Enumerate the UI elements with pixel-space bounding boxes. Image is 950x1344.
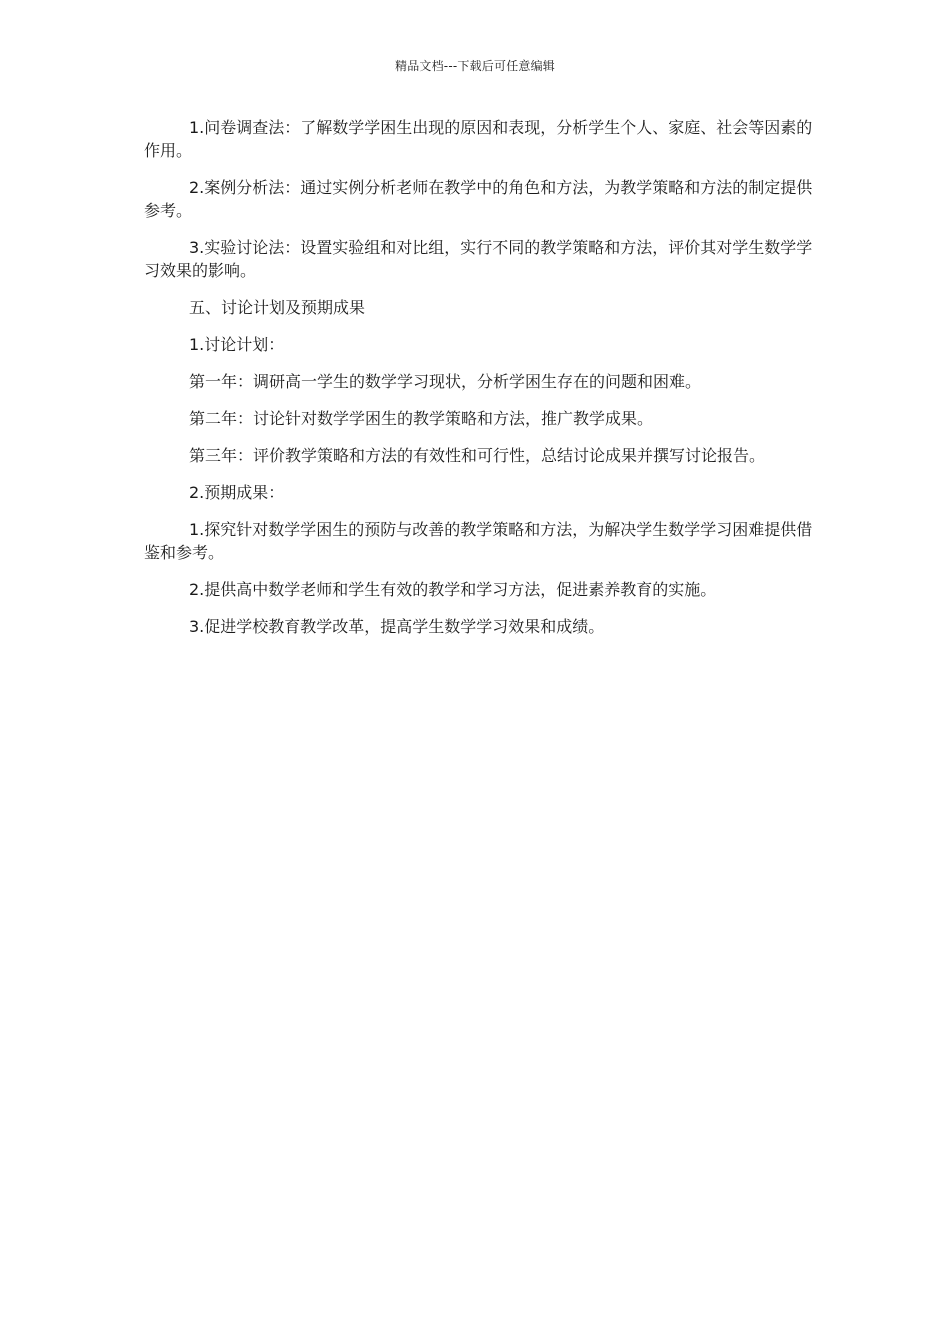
subheading-plan: 1.讨论计划：: [189, 335, 285, 354]
document-body: [144, 116, 816, 652]
method-experiment: 3.实验讨论法：设置实验组和对比组，实行不同的教学策略和方法，评价其对学生数学学习效果的影响。: [144, 238, 813, 280]
plan-year-two: 第二年：讨论针对数学学困生的教学策略和方法，推广教学成果。: [189, 409, 654, 428]
outcome-one: 1.探究针对数学学困生的预防与改善的教学策略和方法，为解决学生数学学习困难提供借鉴和参考。: [144, 520, 813, 562]
method-questionnaire: 1.问卷调查法：了解数学学困生出现的原因和表现，分析学生个人、家庭、社会等因素的作用。: [144, 118, 813, 160]
subheading-outcomes: 2.预期成果：: [189, 483, 285, 502]
plan-year-three: 第三年：评价教学策略和方法的有效性和可行性，总结讨论成果并撰写讨论报告。: [189, 446, 766, 465]
plan-year-one: 第一年：调研高一学生的数学学习现状，分析学困生存在的问题和困难。: [189, 372, 702, 391]
method-case-analysis: 2.案例分析法：通过实例分析老师在教学中的角色和方法，为教学策略和方法的制定提供参考。: [144, 178, 813, 220]
outcome-three: 3.促进学校教育教学改革，提高学生数学学习效果和成绩。: [189, 617, 605, 636]
outcome-two: 2.提供高中数学老师和学生有效的教学和学习方法，促进素养教育的实施。: [189, 580, 717, 599]
page-header: 精品文档---下载后可任意编辑: [395, 59, 555, 73]
section-heading-plan: 五、讨论计划及预期成果: [189, 298, 366, 317]
